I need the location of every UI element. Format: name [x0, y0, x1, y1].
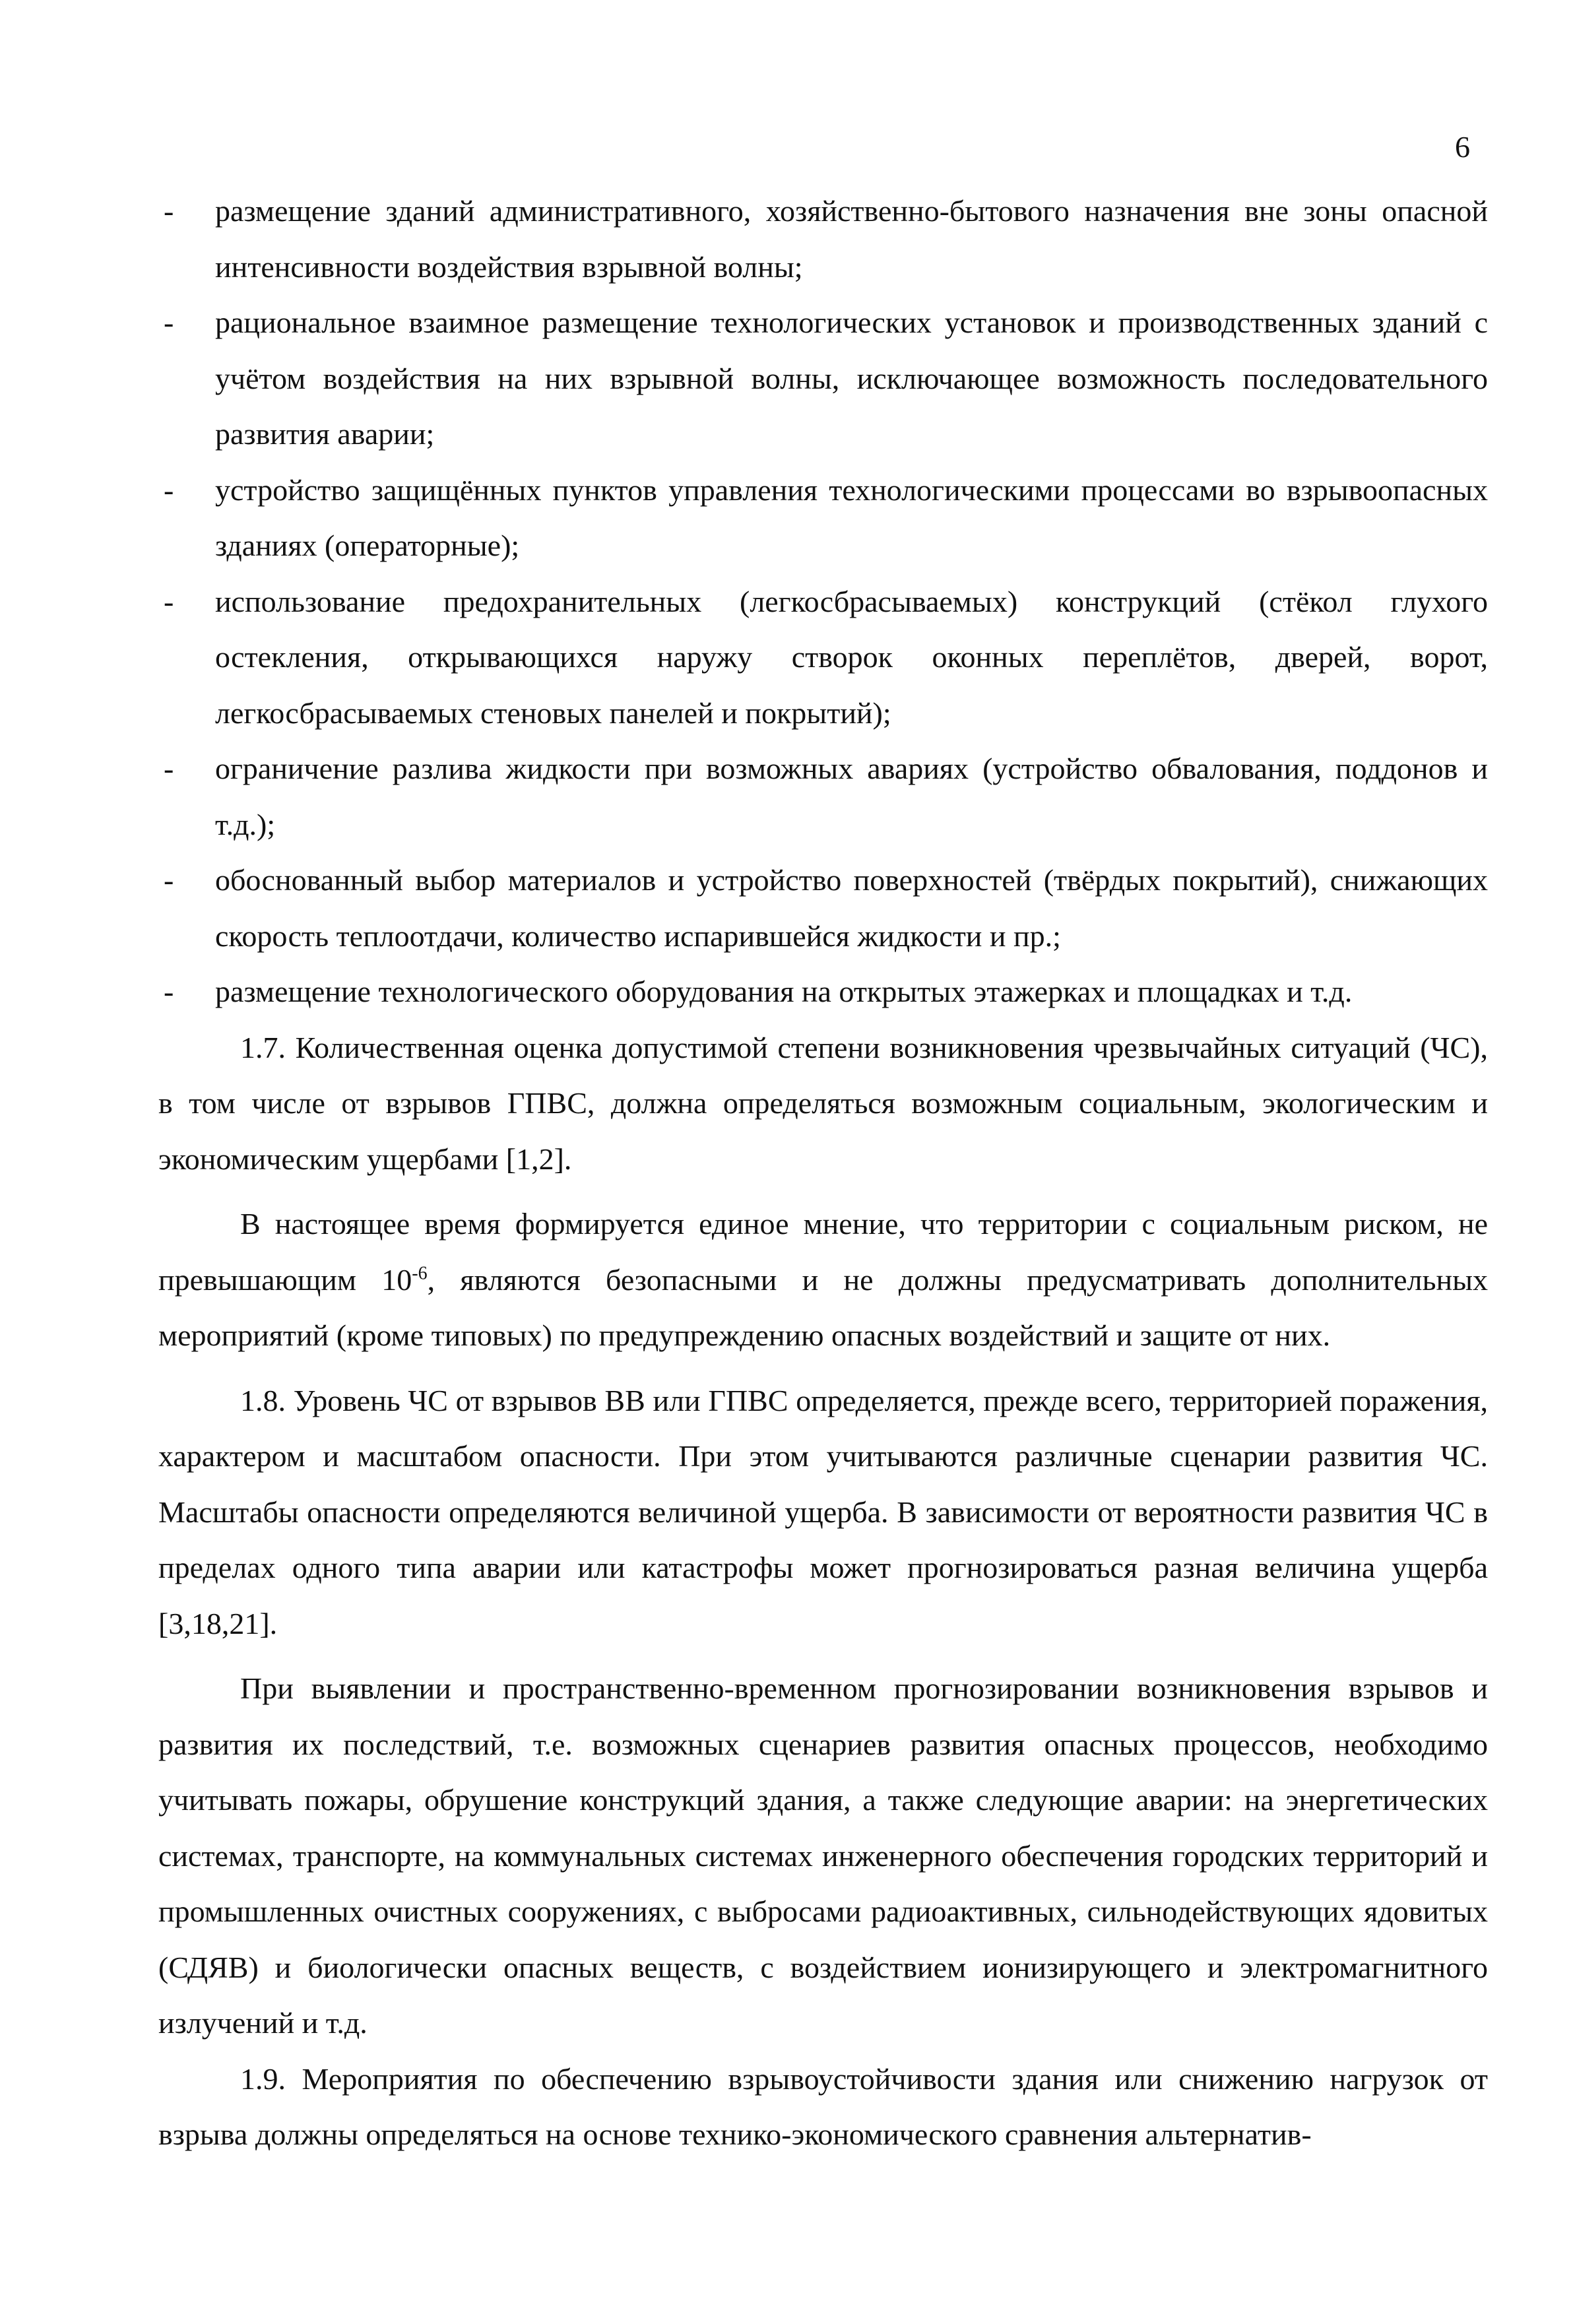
paragraph-1-7: 1.7. Количественная оценка допустимой степени возникновения чрезвычайных ситуаций (ЧС), в том числе от взрывов ГПВС, должна определяться возможным социальным, экологическим и экономическим ущербами [1,2]. — [158, 1030, 1488, 1176]
list-item — [158, 183, 1488, 295]
bullet-dash: - — [164, 752, 174, 785]
risk-text-before: В настоящее время формируется единое мнение, что территории с социальным риском, не превышающим 10 — [158, 1207, 1488, 1297]
list-item — [158, 463, 1488, 574]
list-item-text: размещение зданий административного, хозяйственно-бытового назначения вне зоны опасной интенсивности воздействия взрывной волны; — [215, 194, 1488, 284]
paragraph-social-risk — [158, 1196, 1488, 1364]
page-number: 6 — [1455, 130, 1470, 164]
bullet-dash: - — [164, 306, 174, 339]
paragraph-1-8: 1.8. Уровень ЧС от взрывов ВВ или ГПВС определяется, прежде всего, территорией поражения, характером и масштабом опасности. При этом учитываются различные сценарии развития ЧС. Масштабы опасности определяются величиной ущерба. В зависимости от вероятности развития ЧС в пределах одного типа аварии или катастрофы может прогнозироваться разная величина ущерба [3,18,21]. — [158, 1383, 1488, 1640]
list-item — [158, 853, 1488, 964]
list-item — [158, 741, 1488, 853]
list-item-text: размещение технологического оборудования на открытых этажерках и площадках и т.д. — [215, 975, 1353, 1008]
list-item-text: устройство защищённых пунктов управления технологическими процессами во взрывоопасных зданиях (операторные); — [215, 472, 1488, 562]
list-item-text: использование предохранительных (легкосбрасываемых) конструкций (стёкол глухого остекления, открывающихся наружу створок оконных переплётов, дверей, ворот, легкосбрасываемых стеновых панелей и покрытий); — [215, 584, 1488, 730]
page-content — [158, 183, 1488, 2163]
measures-list — [158, 183, 1488, 1020]
list-item-text: рациональное взаимное размещение технологических установок и производственных зданий с учётом воздействия на них взрывной волны, исключающее возможность последовательного развития аварии; — [215, 306, 1488, 451]
bullet-dash: - — [164, 975, 174, 1008]
risk-exponent: -6 — [412, 1263, 428, 1284]
list-item — [158, 574, 1488, 742]
paragraph-forecasting: При выявлении и пространственно-временном прогнозировании возникновения взрывов и развития их последствий, т.е. возможных сценариев развития опасных процессов, необходимо учитывать пожары, обрушение конструкций здания, а также следующие аварии: на энергетических системах, транспорте, на коммунальных системах инженерного обеспечения городских территорий и промышленных очистных сооружениях, с выбросами радиоактивных, сильнодействующих ядовитых (СДЯВ) и биологически опасных веществ, с воздействием ионизирующего и электромагнитного излучений и т.д. — [158, 1671, 1488, 2040]
risk-text-after: , являются безопасными и не должны предусматривать дополнительных мероприятий (кроме типовых) по предупреждению опасных воздействий и защите от них. — [158, 1262, 1488, 1352]
paragraph-1-9: 1.9. Мероприятия по обеспечению взрывоустойчивости здания или снижению нагрузок от взрыва должны определяться на основе технико-экономического сравнения альтернатив- — [158, 2061, 1488, 2151]
bullet-dash: - — [164, 472, 174, 507]
bullet-dash: - — [164, 584, 174, 618]
list-item-text: обоснованный выбор материалов и устройство поверхностей (твёрдых покрытий), снижающих скорость теплоотдачи, количество испарившейся жидкости и пр.; — [215, 863, 1488, 953]
bullet-dash: - — [164, 863, 174, 897]
list-item — [158, 295, 1488, 463]
list-item — [158, 964, 1488, 1020]
bullet-dash: - — [164, 194, 174, 228]
list-item-text: ограничение разлива жидкости при возможных авариях (устройство обвалования, поддонов и т.д.); — [215, 752, 1488, 841]
